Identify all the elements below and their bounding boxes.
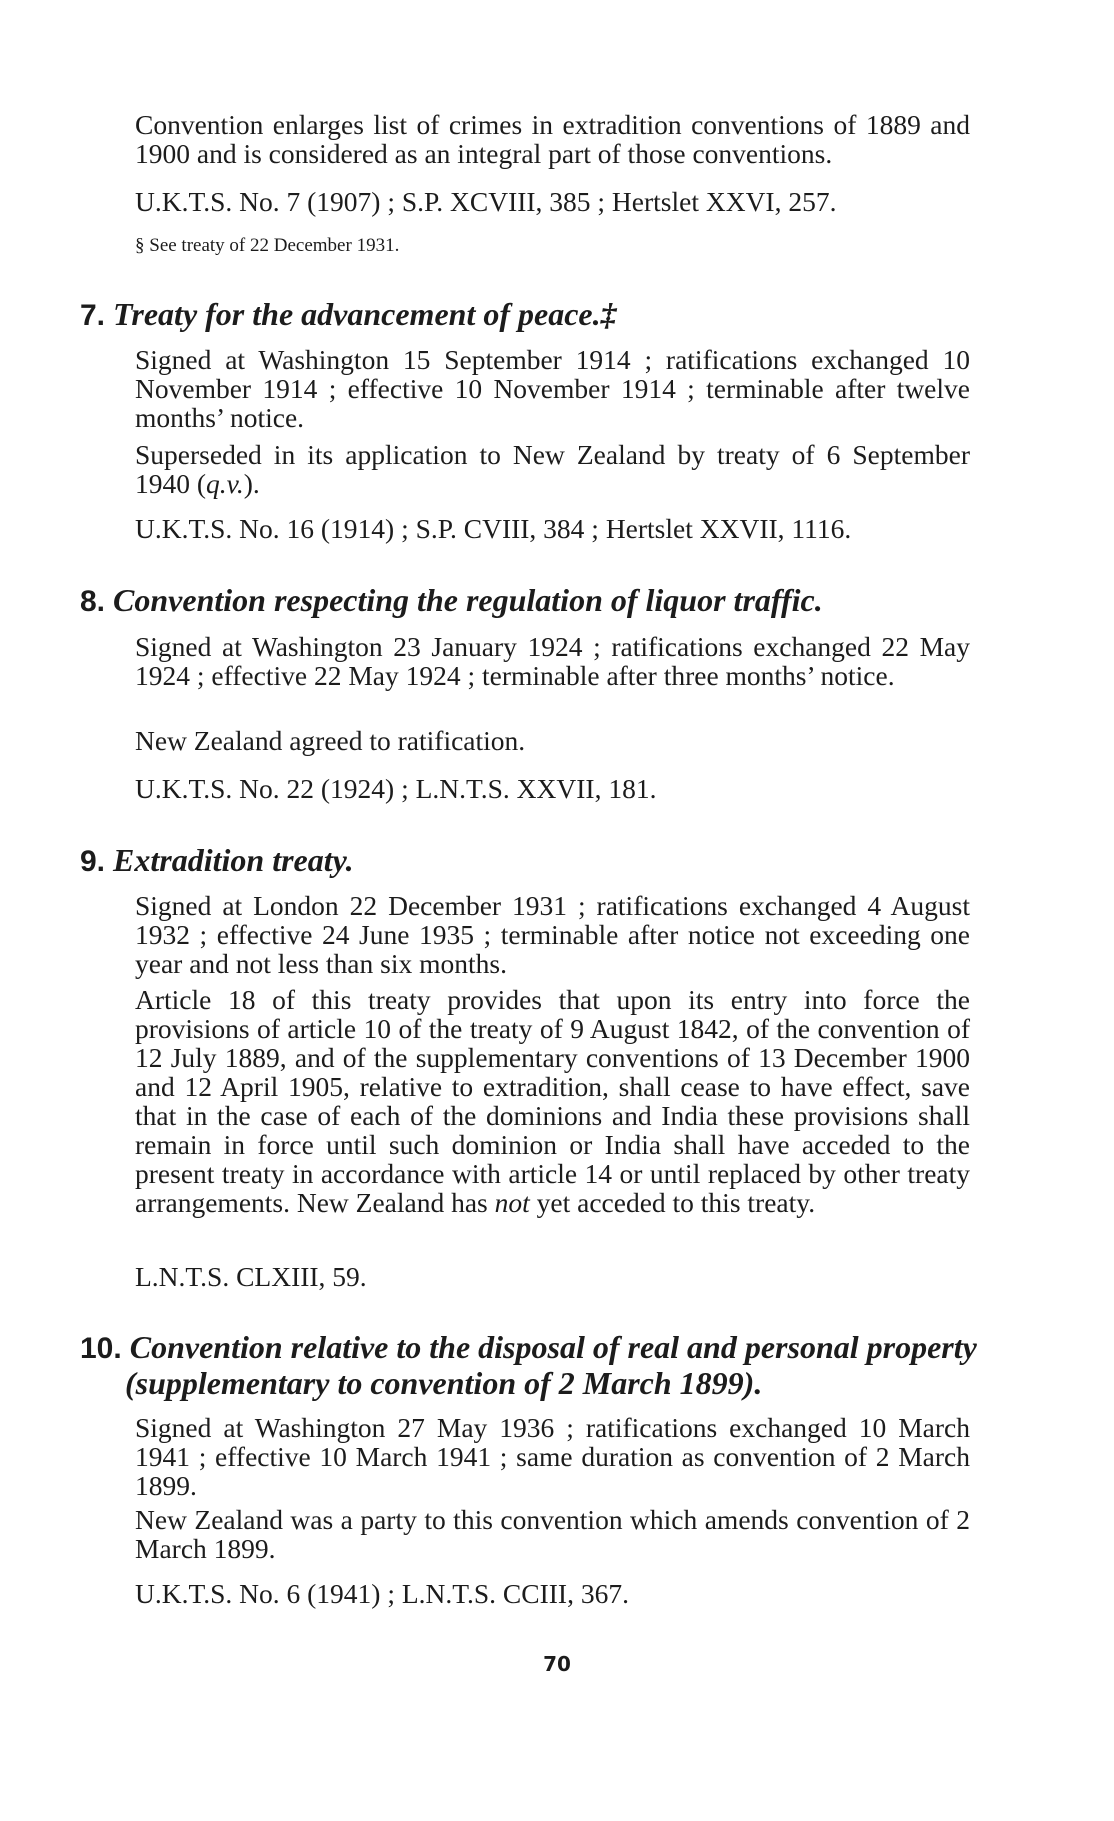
entry-title: Convention respecting the regulation of liquor traffic. — [113, 582, 823, 618]
intro-footnote: § See treaty of 22 December 1931. — [135, 235, 400, 256]
entry-8-heading — [80, 583, 1000, 619]
intro-paragraph: Convention enlarges list of crimes in extradition conventions of 1889 and 1900 and is considered as an integral part of those conventions. — [135, 109, 970, 169]
page-number: 70 — [543, 1652, 571, 1676]
entry-7-heading — [80, 297, 1000, 333]
intro-references: U.K.T.S. No. 7 (1907) ; S.P. XCVIII, 385 ; Hertslet XXVI, 257. — [135, 186, 837, 217]
entry-title: Treaty for the advancement of peace.‡ — [113, 296, 617, 332]
entry-10-signed: Signed at Washington 27 May 1936 ; ratifications exchanged 10 March 1941 ; effective 10 March 1941 ; same duration as convention of 2 March 1899. — [135, 1412, 970, 1501]
entry-number: 10. — [80, 1332, 122, 1365]
entry-title-line2: (supplementary to convention of 2 March 1899). — [125, 1365, 763, 1401]
entry-10-heading — [80, 1330, 1000, 1400]
entry-8-ratification: New Zealand agreed to ratification. — [135, 725, 526, 756]
entry-9-heading — [80, 843, 1000, 879]
entry-7-superseded: Superseded in its application to New Zealand by treaty of 6 September 1940 (q.v.). — [135, 439, 970, 499]
entry-title-line1: Convention relative to the disposal of real and personal property — [129, 1329, 977, 1365]
entry-9-article-18: Article 18 of this treaty provides that upon its entry into force the provisions of article 10 of the treaty of 9 August 1842, of the convention of 12 July 1889, and of the supplementary conventions of 13 December 1900 and 12 April 1905, relative to extradition, shall cease to have effect, save that in the case of each of the dominions and India these provisions shall remain in force until such dominion or India shall have acceded to the present treaty in accordance with article 14 or until replaced by other treaty arrangements. New Zealand has not yet acceded to this treaty. — [135, 984, 970, 1218]
entry-9-signed: Signed at London 22 December 1931 ; ratifications exchanged 4 August 1932 ; effective 24 June 1935 ; terminable after notice not exceeding one year and not less than six months. — [135, 890, 970, 979]
entry-8-references: U.K.T.S. No. 22 (1924) ; L.N.T.S. XXVII, 181. — [135, 773, 657, 804]
entry-7-signed: Signed at Washington 15 September 1914 ; ratifications exchanged 10 November 1914 ; effective 10 November 1914 ; terminable after twelve months’ notice. — [135, 344, 970, 433]
entry-10-references: U.K.T.S. No. 6 (1941) ; L.N.T.S. CCIII, 367. — [135, 1578, 629, 1609]
entry-8-signed: Signed at Washington 23 January 1924 ; ratifications exchanged 22 May 1924 ; effective 22 May 1924 ; terminable after three months’ notice. — [135, 631, 970, 691]
entry-title: Extradition treaty. — [113, 842, 354, 878]
entry-number: 8. — [80, 585, 106, 618]
entry-9-references: L.N.T.S. CLXIII, 59. — [135, 1261, 367, 1292]
entry-number: 7. — [80, 299, 106, 332]
entry-7-references: U.K.T.S. No. 16 (1914) ; S.P. CVIII, 384 ; Hertslet XXVII, 1116. — [135, 513, 852, 544]
entry-number: 9. — [80, 845, 106, 878]
entry-10-party: New Zealand was a party to this convention which amends convention of 2 March 1899. — [135, 1504, 970, 1564]
